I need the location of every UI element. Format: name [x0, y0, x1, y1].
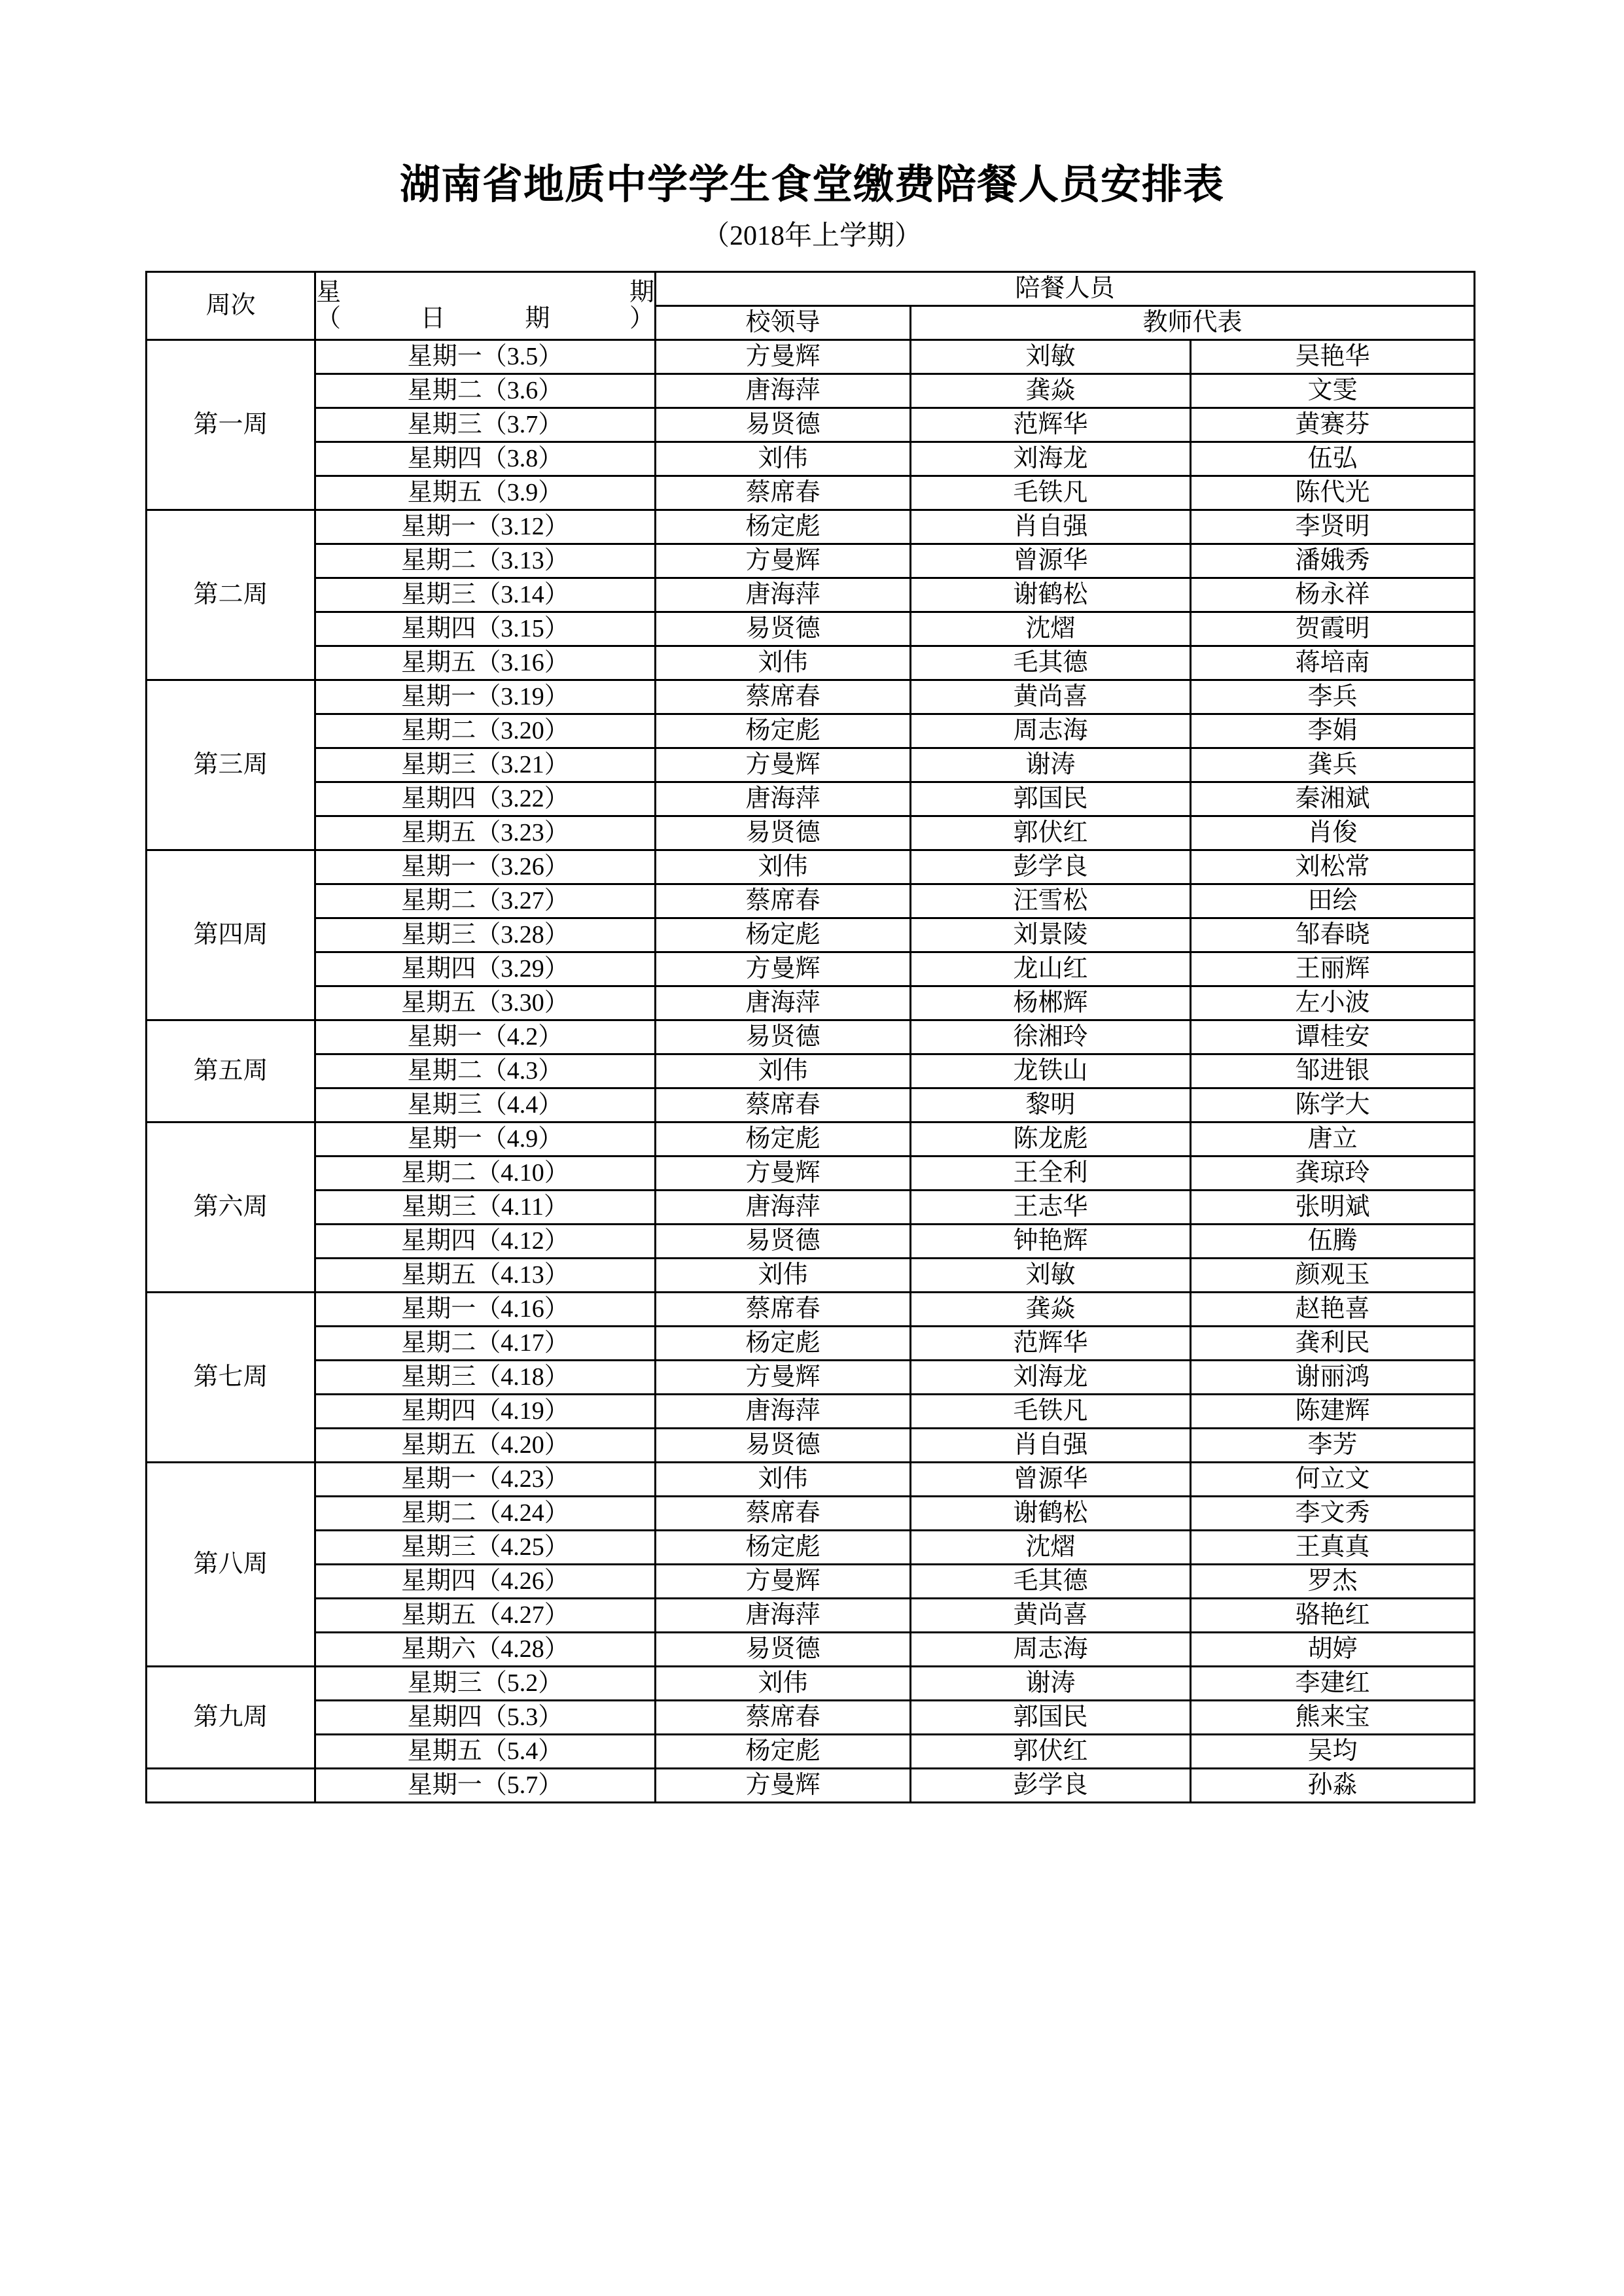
table-row — [147, 340, 1475, 374]
table-row — [147, 680, 1475, 714]
day-cell: 星期一（4.16） — [315, 1293, 656, 1327]
week-cell: 第九周 — [147, 1667, 315, 1769]
teacher-cell-2: 潘娥秀 — [1191, 544, 1475, 578]
table-row — [147, 986, 1475, 1020]
week-cell — [147, 1769, 315, 1803]
teacher-cell-1: 谢鹤松 — [911, 578, 1191, 612]
teacher-cell-2: 黄赛芬 — [1191, 408, 1475, 442]
teacher-cell-2: 李文秀 — [1191, 1497, 1475, 1531]
leader-cell: 杨定彪 — [656, 1531, 911, 1565]
teacher-cell-2: 左小波 — [1191, 986, 1475, 1020]
teacher-cell-2: 杨永祥 — [1191, 578, 1475, 612]
day-cell: 星期二（3.13） — [315, 544, 656, 578]
table-row — [147, 1701, 1475, 1735]
day-cell: 星期五（3.23） — [315, 816, 656, 850]
day-cell: 星期三（4.11） — [315, 1191, 656, 1225]
table-row — [147, 1599, 1475, 1633]
day-cell: 星期三（4.4） — [315, 1088, 656, 1122]
header-week: 周次 — [147, 272, 315, 340]
day-cell: 星期五（4.27） — [315, 1599, 656, 1633]
teacher-cell-2: 谢丽鸿 — [1191, 1361, 1475, 1395]
week-cell: 第四周 — [147, 850, 315, 1020]
week-cell: 第三周 — [147, 680, 315, 850]
leader-cell: 杨定彪 — [656, 918, 911, 952]
teacher-cell-1: 刘敏 — [911, 340, 1191, 374]
day-cell: 星期二（4.10） — [315, 1157, 656, 1191]
table-row — [147, 1122, 1475, 1157]
teacher-cell-2: 吴艳华 — [1191, 340, 1475, 374]
table-row — [147, 476, 1475, 510]
teacher-cell-2: 田绘 — [1191, 884, 1475, 918]
day-cell: 星期二（3.20） — [315, 714, 656, 748]
table-row — [147, 408, 1475, 442]
table-head — [147, 272, 1475, 340]
teacher-cell-2: 罗杰 — [1191, 1565, 1475, 1599]
day-cell: 星期四（5.3） — [315, 1701, 656, 1735]
teacher-cell-2: 唐立 — [1191, 1122, 1475, 1157]
week-cell: 第七周 — [147, 1293, 315, 1463]
teacher-cell-2: 李娟 — [1191, 714, 1475, 748]
header-school-leader: 校领导 — [656, 306, 911, 340]
leader-cell: 刘伟 — [656, 1667, 911, 1701]
teacher-cell-2: 龚兵 — [1191, 748, 1475, 782]
teacher-cell-2: 肖俊 — [1191, 816, 1475, 850]
teacher-cell-2: 邹进银 — [1191, 1054, 1475, 1088]
leader-cell: 蔡席春 — [656, 1497, 911, 1531]
teacher-cell-1: 汪雪松 — [911, 884, 1191, 918]
teacher-cell-1: 郭国民 — [911, 782, 1191, 816]
header-teacher-representative: 教师代表 — [911, 306, 1475, 340]
teacher-cell-1: 黄尚喜 — [911, 1599, 1191, 1633]
teacher-cell-1: 彭学良 — [911, 850, 1191, 884]
teacher-cell-2: 骆艳红 — [1191, 1599, 1475, 1633]
table-row — [147, 1259, 1475, 1293]
teacher-cell-1: 范辉华 — [911, 1327, 1191, 1361]
teacher-cell-2: 伍弘 — [1191, 442, 1475, 476]
day-cell: 星期一（4.9） — [315, 1122, 656, 1157]
teacher-cell-1: 龚焱 — [911, 374, 1191, 408]
teacher-cell-1: 彭学良 — [911, 1769, 1191, 1803]
teacher-cell-2: 秦湘斌 — [1191, 782, 1475, 816]
table-row — [147, 1020, 1475, 1054]
teacher-cell-1: 龙铁山 — [911, 1054, 1191, 1088]
day-cell: 星期一（3.26） — [315, 850, 656, 884]
teacher-cell-2: 刘松常 — [1191, 850, 1475, 884]
table-row — [147, 1463, 1475, 1497]
teacher-cell-1: 谢鹤松 — [911, 1497, 1191, 1531]
day-cell: 星期二（4.24） — [315, 1497, 656, 1531]
teacher-cell-2: 张明斌 — [1191, 1191, 1475, 1225]
teacher-cell-2: 熊来宝 — [1191, 1701, 1475, 1735]
leader-cell: 唐海萍 — [656, 986, 911, 1020]
day-cell: 星期一（4.23） — [315, 1463, 656, 1497]
table-row — [147, 646, 1475, 680]
teacher-cell-1: 曾源华 — [911, 544, 1191, 578]
leader-cell: 易贤德 — [656, 816, 911, 850]
day-cell: 星期四（3.22） — [315, 782, 656, 816]
teacher-cell-2: 陈学大 — [1191, 1088, 1475, 1122]
table-row — [147, 1395, 1475, 1429]
teacher-cell-2: 陈代光 — [1191, 476, 1475, 510]
leader-cell: 蔡席春 — [656, 476, 911, 510]
teacher-cell-1: 毛其德 — [911, 646, 1191, 680]
week-cell: 第六周 — [147, 1122, 315, 1293]
table-row — [147, 544, 1475, 578]
week-cell: 第一周 — [147, 340, 315, 510]
table-row — [147, 884, 1475, 918]
leader-cell: 方曼辉 — [656, 1769, 911, 1803]
leader-cell: 唐海萍 — [656, 782, 911, 816]
table-row — [147, 1531, 1475, 1565]
leader-cell: 蔡席春 — [656, 1293, 911, 1327]
day-cell: 星期一（3.19） — [315, 680, 656, 714]
leader-cell: 蔡席春 — [656, 884, 911, 918]
leader-cell: 杨定彪 — [656, 714, 911, 748]
teacher-cell-1: 肖自强 — [911, 1429, 1191, 1463]
day-cell: 星期四（4.19） — [315, 1395, 656, 1429]
table-row — [147, 748, 1475, 782]
day-cell: 星期四（4.12） — [315, 1225, 656, 1259]
teacher-cell-2: 颜观玉 — [1191, 1259, 1475, 1293]
day-cell: 星期二（3.6） — [315, 374, 656, 408]
day-cell: 星期二（4.17） — [315, 1327, 656, 1361]
leader-cell: 易贤德 — [656, 612, 911, 646]
day-cell: 星期三（5.2） — [315, 1667, 656, 1701]
day-cell: 星期五（5.4） — [315, 1735, 656, 1769]
teacher-cell-1: 毛铁凡 — [911, 1395, 1191, 1429]
teacher-cell-1: 黄尚喜 — [911, 680, 1191, 714]
week-cell: 第二周 — [147, 510, 315, 680]
teacher-cell-1: 毛其德 — [911, 1565, 1191, 1599]
day-cell: 星期四（4.26） — [315, 1565, 656, 1599]
teacher-cell-2: 贺霞明 — [1191, 612, 1475, 646]
leader-cell: 蔡席春 — [656, 1088, 911, 1122]
teacher-cell-2: 吴均 — [1191, 1735, 1475, 1769]
teacher-cell-1: 沈熠 — [911, 612, 1191, 646]
day-cell: 星期三（3.28） — [315, 918, 656, 952]
table-row — [147, 1667, 1475, 1701]
leader-cell: 易贤德 — [656, 408, 911, 442]
teacher-cell-2: 孙淼 — [1191, 1769, 1475, 1803]
teacher-cell-2: 王丽辉 — [1191, 952, 1475, 986]
table-row — [147, 1633, 1475, 1667]
leader-cell: 蔡席春 — [656, 680, 911, 714]
table-row — [147, 578, 1475, 612]
table-row — [147, 1191, 1475, 1225]
table-row — [147, 1327, 1475, 1361]
day-cell: 星期五（4.20） — [315, 1429, 656, 1463]
week-cell: 第五周 — [147, 1020, 315, 1122]
teacher-cell-2: 谭桂安 — [1191, 1020, 1475, 1054]
table-row — [147, 1225, 1475, 1259]
teacher-cell-2: 邹春晓 — [1191, 918, 1475, 952]
teacher-cell-1: 刘海龙 — [911, 442, 1191, 476]
teacher-cell-2: 李建红 — [1191, 1667, 1475, 1701]
teacher-cell-1: 周志海 — [911, 714, 1191, 748]
leader-cell: 杨定彪 — [656, 510, 911, 544]
schedule-table — [145, 271, 1475, 1803]
teacher-cell-2: 伍腾 — [1191, 1225, 1475, 1259]
day-cell: 星期三（3.14） — [315, 578, 656, 612]
teacher-cell-1: 肖自强 — [911, 510, 1191, 544]
table-row — [147, 1054, 1475, 1088]
leader-cell: 刘伟 — [656, 646, 911, 680]
leader-cell: 杨定彪 — [656, 1327, 911, 1361]
teacher-cell-1: 钟艳辉 — [911, 1225, 1191, 1259]
table-row — [147, 1157, 1475, 1191]
leader-cell: 方曼辉 — [656, 1565, 911, 1599]
teacher-cell-1: 刘海龙 — [911, 1361, 1191, 1395]
teacher-cell-1: 范辉华 — [911, 408, 1191, 442]
teacher-cell-1: 谢涛 — [911, 1667, 1191, 1701]
table-row — [147, 1429, 1475, 1463]
day-cell: 星期四（3.8） — [315, 442, 656, 476]
leader-cell: 唐海萍 — [656, 578, 911, 612]
teacher-cell-2: 龚琼玲 — [1191, 1157, 1475, 1191]
header-row-top — [147, 272, 1475, 306]
leader-cell: 唐海萍 — [656, 374, 911, 408]
table-row — [147, 1735, 1475, 1769]
teacher-cell-1: 郭国民 — [911, 1701, 1191, 1735]
table-row — [147, 374, 1475, 408]
day-cell: 星期二（4.3） — [315, 1054, 656, 1088]
day-cell: 星期一（4.2） — [315, 1020, 656, 1054]
teacher-cell-2: 文雯 — [1191, 374, 1475, 408]
day-cell: 星期三（3.21） — [315, 748, 656, 782]
leader-cell: 唐海萍 — [656, 1395, 911, 1429]
table-row — [147, 1088, 1475, 1122]
day-cell: 星期一（3.5） — [315, 340, 656, 374]
day-cell: 星期五（3.9） — [315, 476, 656, 510]
leader-cell: 易贤德 — [656, 1020, 911, 1054]
day-cell: 星期四（3.29） — [315, 952, 656, 986]
teacher-cell-1: 谢涛 — [911, 748, 1191, 782]
leader-cell: 方曼辉 — [656, 1361, 911, 1395]
leader-cell: 方曼辉 — [656, 952, 911, 986]
table-row — [147, 918, 1475, 952]
teacher-cell-1: 杨郴辉 — [911, 986, 1191, 1020]
leader-cell: 方曼辉 — [656, 340, 911, 374]
day-cell: 星期六（4.28） — [315, 1633, 656, 1667]
leader-cell: 易贤德 — [656, 1225, 911, 1259]
table-row — [147, 612, 1475, 646]
header-day — [315, 272, 656, 340]
table-row — [147, 816, 1475, 850]
teacher-cell-1: 龚焱 — [911, 1293, 1191, 1327]
teacher-cell-1: 郭伏红 — [911, 1735, 1191, 1769]
teacher-cell-2: 陈建辉 — [1191, 1395, 1475, 1429]
teacher-cell-2: 李贤明 — [1191, 510, 1475, 544]
leader-cell: 杨定彪 — [656, 1735, 911, 1769]
table-row — [147, 1565, 1475, 1599]
teacher-cell-2: 赵艳喜 — [1191, 1293, 1475, 1327]
table-row — [147, 714, 1475, 748]
day-cell: 星期五（3.30） — [315, 986, 656, 1020]
teacher-cell-1: 徐湘玲 — [911, 1020, 1191, 1054]
day-cell: 星期二（3.27） — [315, 884, 656, 918]
week-cell: 第八周 — [147, 1463, 315, 1667]
teacher-cell-1: 郭伏红 — [911, 816, 1191, 850]
table-row — [147, 442, 1475, 476]
table-body — [147, 340, 1475, 1803]
table-row — [147, 1293, 1475, 1327]
leader-cell: 方曼辉 — [656, 748, 911, 782]
teacher-cell-1: 王全利 — [911, 1157, 1191, 1191]
table-row — [147, 1769, 1475, 1803]
teacher-cell-1: 黎明 — [911, 1088, 1191, 1122]
leader-cell: 刘伟 — [656, 850, 911, 884]
teacher-cell-1: 毛铁凡 — [911, 476, 1191, 510]
teacher-cell-2: 李芳 — [1191, 1429, 1475, 1463]
day-cell: 星期三（3.7） — [315, 408, 656, 442]
teacher-cell-1: 陈龙彪 — [911, 1122, 1191, 1157]
teacher-cell-1: 沈熠 — [911, 1531, 1191, 1565]
teacher-cell-2: 胡婷 — [1191, 1633, 1475, 1667]
header-day-line2: （日期） — [316, 304, 654, 332]
leader-cell: 刘伟 — [656, 442, 911, 476]
leader-cell: 易贤德 — [656, 1633, 911, 1667]
day-cell: 星期五（3.16） — [315, 646, 656, 680]
leader-cell: 易贤德 — [656, 1429, 911, 1463]
day-cell: 星期五（4.13） — [315, 1259, 656, 1293]
day-cell: 星期一（5.7） — [315, 1769, 656, 1803]
day-cell: 星期一（3.12） — [315, 510, 656, 544]
leader-cell: 刘伟 — [656, 1463, 911, 1497]
table-row — [147, 1361, 1475, 1395]
teacher-cell-2: 蒋培南 — [1191, 646, 1475, 680]
teacher-cell-2: 李兵 — [1191, 680, 1475, 714]
day-cell: 星期三（4.25） — [315, 1531, 656, 1565]
day-cell: 星期三（4.18） — [315, 1361, 656, 1395]
leader-cell: 唐海萍 — [656, 1599, 911, 1633]
page-subtitle: （2018年上学期） — [701, 221, 922, 251]
leader-cell: 方曼辉 — [656, 544, 911, 578]
day-cell: 星期四（3.15） — [315, 612, 656, 646]
table-row — [147, 782, 1475, 816]
table-row — [147, 850, 1475, 884]
leader-cell: 唐海萍 — [656, 1191, 911, 1225]
schedule-table-wrapper — [145, 271, 1474, 1803]
leader-cell: 刘伟 — [656, 1054, 911, 1088]
leader-cell: 方曼辉 — [656, 1157, 911, 1191]
leader-cell: 蔡席春 — [656, 1701, 911, 1735]
teacher-cell-1: 刘敏 — [911, 1259, 1191, 1293]
leader-cell: 刘伟 — [656, 1259, 911, 1293]
teacher-cell-1: 王志华 — [911, 1191, 1191, 1225]
teacher-cell-2: 龚利民 — [1191, 1327, 1475, 1361]
table-row — [147, 510, 1475, 544]
page-title: 湖南省地质中学学生食堂缴费陪餐人员安排表 — [399, 163, 1224, 207]
table-row — [147, 952, 1475, 986]
leader-cell: 杨定彪 — [656, 1122, 911, 1157]
header-dining-staff: 陪餐人员 — [656, 272, 1475, 306]
table-row — [147, 1497, 1475, 1531]
teacher-cell-1: 刘景陵 — [911, 918, 1191, 952]
header-day-line1: 星期 — [316, 278, 654, 306]
teacher-cell-1: 曾源华 — [911, 1463, 1191, 1497]
teacher-cell-2: 王真真 — [1191, 1531, 1475, 1565]
teacher-cell-1: 周志海 — [911, 1633, 1191, 1667]
teacher-cell-2: 何立文 — [1191, 1463, 1475, 1497]
teacher-cell-1: 龙山红 — [911, 952, 1191, 986]
